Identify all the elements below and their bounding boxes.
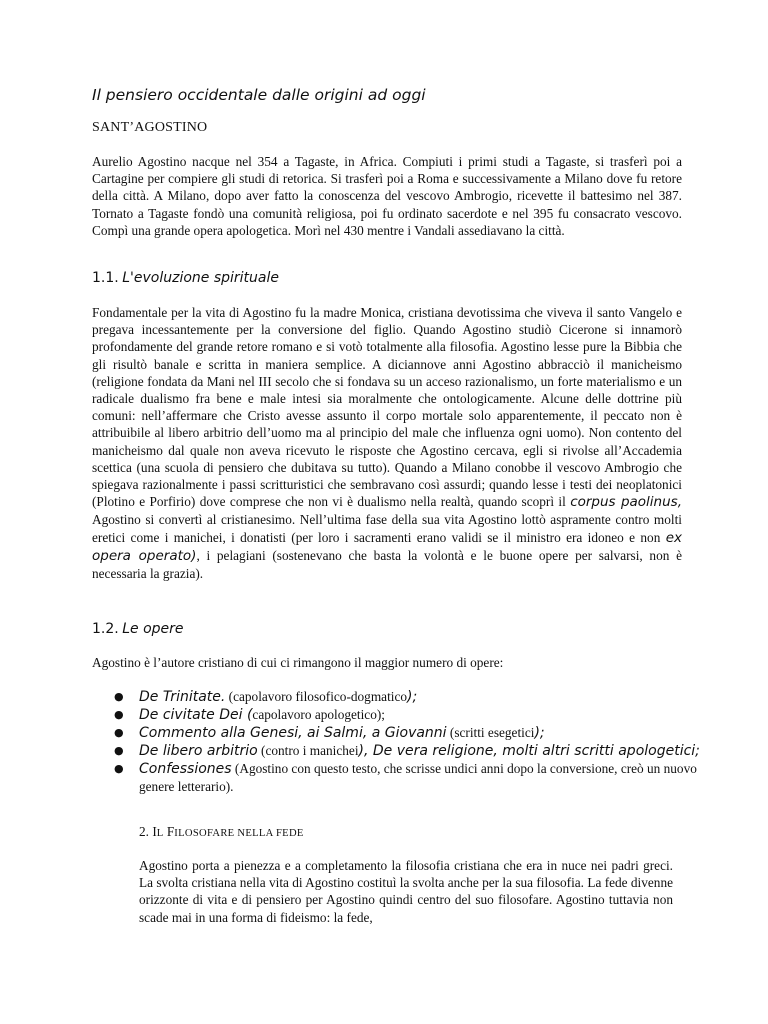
paragraph-italic-text: ex opera operato) [92, 529, 682, 564]
work-note: (capolavoro filosofico-dogmatico [225, 689, 408, 704]
bullet-icon: ● [114, 726, 124, 739]
faith-philosophy-paragraph: Agostino porta a pienezza e a completamento la filosofia cristiana che era in nuce nei padri greci. La svolta cristiana nella vita di Agostino costituì la svolta anche per la sua filosofia. La fede divenne orizzonte di vita e di pensiero per Agostino quindi centro del suo filosofare. Agostino tuttavia non scade mai in una forma di fideismo: la fede, [139, 858, 673, 925]
work-tail: ); [534, 725, 545, 741]
subsection-heading-1 [92, 270, 279, 287]
subsection-number: 1.2. [92, 621, 119, 637]
chapter-smallcaps: L [156, 828, 164, 839]
intro-paragraph: Aurelio Agostino nacque nel 354 a Tagaste, in Africa. Compiuti i primi studi a Tagaste, si trasferì poi a Cartagine per compiere gli studi di retorica. Si trasferì poi a Roma e successivamente a Milano dove fu retore della città. A Milano, dopo aver fatto la conoscenza del vescovo Ambrogio, ricevette il battesimo nel 387. Tornato a Tagaste fondò una comunità religiosa, poi fu ordinato sacerdote e nel 395 fu consacrato vescovo. Compì una grande opera apologetica. Morì nel 430 mentre i Vandali assediavano la città. [92, 154, 682, 238]
work-title: Confessiones [139, 761, 232, 777]
section-title: SANT’AGOSTINO [92, 120, 208, 135]
document-title: Il pensiero occidentale dalle origini ad oggi [92, 86, 426, 104]
subsection-label: L'evoluzione spirituale [122, 270, 279, 286]
work-title: Commento alla Genesi, ai Salmi, a Giovanni [139, 725, 447, 741]
bullet-icon: ● [114, 762, 124, 775]
chapter-heading [139, 824, 304, 840]
chapter-initial: F [166, 824, 175, 839]
subsection-heading-2 [92, 621, 184, 638]
paragraph-text: Agostino si convertì al cristianesimo. Nell’ultima fase della sua vita Agostino lottò aspramente contro molti eretici come i manichei, i donatisti (per loro i sacramenti erano validi se il ministro era idoneo e non [92, 512, 682, 545]
works-list [112, 688, 709, 796]
list-item [114, 688, 709, 706]
list-item [114, 724, 709, 742]
spiritual-evolution-paragraph [92, 304, 682, 582]
work-tail: ); [407, 689, 418, 705]
bullet-icon: ● [114, 708, 124, 721]
list-item [114, 706, 709, 724]
work-title: De Trinitate. [139, 689, 226, 705]
work-note: (scritti esegetici [446, 725, 535, 740]
works-intro: Agostino è l’autore cristiano di cui ci rimangono il maggior numero di opere: [92, 655, 504, 670]
paragraph-italic-text: corpus paolinus, [570, 494, 682, 511]
bullet-icon: ● [114, 690, 124, 703]
list-item [114, 742, 709, 760]
paragraph-text: , i pelagiani (sostenevano che basta la volontà e le buone opere per salvarsi, non è necessaria la grazia). [92, 547, 683, 582]
chapter-smallcaps: ILOSOFARE NELLA FEDE [174, 828, 304, 839]
work-note: (Agostino con questo testo, che scrisse undici anni dopo la conversione, creò un nuovo genere letterario). [139, 761, 697, 794]
chapter-initial: I [152, 824, 157, 839]
work-note: (contro i manichei [257, 743, 359, 758]
work-note: capolavoro apologetico); [252, 707, 385, 722]
subsection-label: Le opere [122, 621, 184, 637]
chapter-title [152, 824, 303, 839]
list-item [114, 760, 709, 796]
chapter-number: 2. [139, 824, 149, 839]
bullet-icon: ● [114, 744, 124, 757]
paragraph-text: Fondamentale per la vita di Agostino fu la madre Monica, cristiana devotissima che viveva il santo Vangelo e pregava incessantemente per la conversione del figlio. Quando Agostino studiò Cicerone si innamorò profondamente del grande retore romano e si votò totalmente alla filosofia. Agostino lesse pure la Bibbia che gli risultò banale e scritta in maniera semplice. A diciannove anni Agostino abbracciò il manicheismo (religione fondata da Mani nel III secolo che si fondava su un acceso razionalismo, un forte materialismo e un radicale dualismo fra bene e male intesi sia moralmente che ontologicamente. Alcune delle dottrine più comuni: nell’affermare che Cristo avesse assunto il corpo mortale solo apparentemente, il peccato non è attribuibile al libero arbitrio dell’uomo ma al principio del male che influenza ogni uomo). Non contento del manicheismo dal quale non aveva ricevuto le risposte che Agostino cercava, egli si rivolse all’Accademia scettica (una scuola di pensiero che dubitava su tutto). Quando a Milano conobbe il vescovo Ambrogio che spiegava razionalmente i passi scritturistici che sembravano così assurdi; quando lesse i testi dei neoplatonici (Plotino e Porfirio) dove comprese che non vi è dualismo nella realtà, quando scoprì il [92, 305, 682, 510]
work-tail: ), De vera religione, molti altri scritti apologetici; [358, 743, 700, 759]
work-title: De libero arbitrio [139, 743, 258, 759]
subsection-number: 1.1. [92, 270, 119, 286]
work-title: De civitate Dei ( [139, 707, 253, 723]
